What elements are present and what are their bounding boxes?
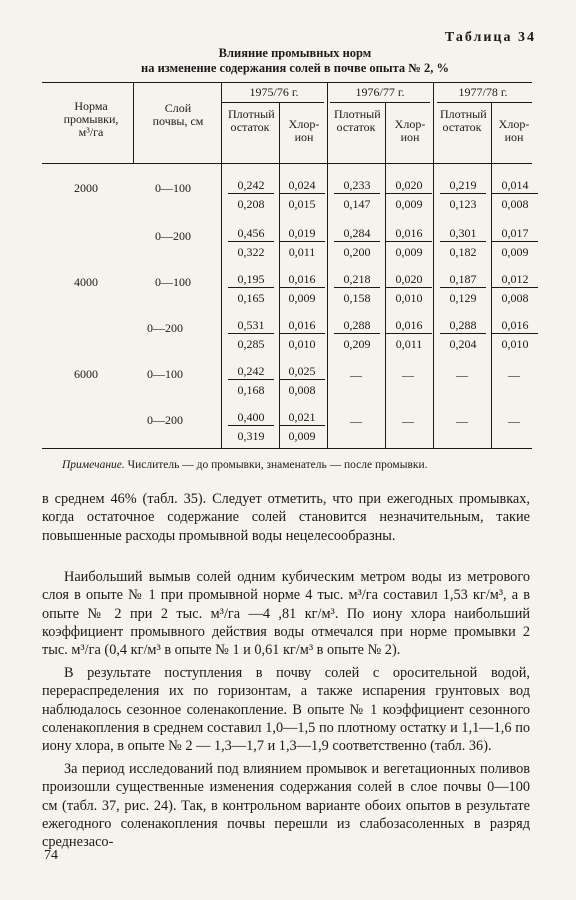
table-note — [62, 459, 428, 471]
empty-cell: — — [350, 414, 362, 428]
numerator: 0,021 — [279, 410, 325, 426]
denominator: 0,319 — [237, 429, 265, 443]
value-cell — [228, 272, 274, 305]
denominator: 0,009 — [395, 245, 423, 259]
value-cell — [228, 178, 274, 211]
numerator: 0,284 — [334, 226, 380, 242]
header-dense-2: Плотный остаток — [334, 107, 381, 134]
value-cell — [440, 318, 486, 351]
value-cell — [279, 178, 325, 211]
denominator: 0,008 — [288, 383, 316, 397]
denominator: 0,129 — [449, 291, 477, 305]
numerator: 0,016 — [279, 272, 325, 288]
denominator: 0,008 — [501, 291, 529, 305]
header-year-3: 1977/78 г. — [458, 85, 508, 99]
numerator: 0,195 — [228, 272, 274, 288]
denominator: 0,008 — [501, 197, 529, 211]
numerator: 0,242 — [228, 364, 274, 380]
paragraph-1: в среднем 46% (табл. 35). Следует отметить, что при ежегодных промывках, когда остаточное содержание солей становится незначительным, такие повышенные расходы промывной воды нецелесообразны. — [42, 491, 530, 544]
numerator: 0,531 — [228, 318, 274, 334]
header-norm: Норма промывки, м³/га — [63, 99, 119, 139]
numerator: 0,288 — [440, 318, 486, 334]
table-label: Таблица 34 — [444, 30, 536, 45]
denominator: 0,011 — [395, 337, 423, 351]
numerator: 0,219 — [440, 178, 486, 194]
paragraph-4: За период исследований под влиянием промывок и вегетационных поливов произошли существенные изменения содержания солей в слое почвы 0—100 см (табл. 37, рис. 24). Так, в контрольном варианте обоих опытов в результате ежегодного соленакопления почвы перешли из слабозасоленных в разряд среднезасо- — [42, 761, 530, 851]
value-cell — [228, 364, 274, 397]
denominator: 0,208 — [237, 197, 265, 211]
value-cell — [279, 318, 325, 351]
denominator: 0,009 — [501, 245, 529, 259]
denominator: 0,011 — [288, 245, 316, 259]
table-title — [60, 46, 530, 76]
denominator: 0,285 — [237, 337, 265, 351]
layer-cell: 0—100 — [147, 367, 183, 381]
year-underline-1 — [222, 102, 324, 103]
denominator: 0,322 — [237, 245, 265, 259]
header-layer: Слой почвы, см — [152, 101, 204, 128]
numerator: 0,233 — [334, 178, 380, 194]
layer-cell: 0—200 — [147, 413, 183, 427]
layer-cell: 0—200 — [147, 321, 183, 335]
numerator: 0,400 — [228, 410, 274, 426]
value-cell — [492, 178, 538, 211]
value-cell — [228, 318, 274, 351]
page-number: 74 — [44, 848, 58, 863]
numerator: 0,242 — [228, 178, 274, 194]
header-chlorine-1: Хлор-ион — [288, 117, 320, 144]
empty-cell: — — [402, 368, 414, 382]
denominator: 0,009 — [395, 197, 423, 211]
divider-layer-data — [221, 83, 222, 448]
empty-cell: — — [508, 368, 520, 382]
denominator: 0,010 — [501, 337, 529, 351]
numerator: 0,187 — [440, 272, 486, 288]
header-year-1: 1975/76 г. — [249, 85, 299, 99]
value-cell — [228, 410, 274, 443]
note-label: Примечание. — [62, 459, 125, 471]
header-dense-1: Плотный остаток — [228, 107, 275, 134]
value-cell — [279, 410, 325, 443]
divider-norm-layer — [133, 83, 134, 163]
table-title-line1: Влияние промывных норм — [218, 46, 372, 60]
value-cell — [279, 226, 325, 259]
header-chlorine-3: Хлор-ион — [498, 117, 530, 144]
value-cell — [334, 318, 380, 351]
table-title-line2: на изменение содержания солей в почве опыта № 2, % — [141, 61, 449, 75]
paragraph-2: Наибольший вымыв солей одним кубическим метром воды из метрового слоя в опыте № 1 при промывной норме 4 тыс. м³/га составил 1,53 кг/м³, а в опыте № 2 при 2 тыс. м³/га —4 ,81 кг/м³. По иону хлора наибольший коэффициент промывного действия воды отмечался при норме промывки 2 тыс. м³/га (0,4 кг/м³ в опыте № 1 и 0,61 кг/м³ в опыте № 2). — [42, 569, 530, 659]
numerator: 0,012 — [492, 272, 538, 288]
denominator: 0,123 — [449, 197, 477, 211]
header-chlorine-2: Хлор-ион — [394, 117, 426, 144]
denominator: 0,182 — [449, 245, 477, 259]
numerator: 0,288 — [334, 318, 380, 334]
divider-year-2-3 — [433, 83, 434, 448]
value-cell — [440, 272, 486, 305]
layer-cell: 0—100 — [155, 275, 191, 289]
numerator: 0,020 — [386, 272, 432, 288]
denominator: 0,009 — [288, 429, 316, 443]
header-dense-3: Плотный остаток — [440, 107, 487, 134]
norm-cell: 2000 — [74, 181, 98, 195]
year-underline-2 — [330, 102, 430, 103]
layer-cell: 0—100 — [155, 181, 191, 195]
denominator: 0,158 — [343, 291, 371, 305]
norm-cell: 6000 — [74, 367, 98, 381]
numerator: 0,301 — [440, 226, 486, 242]
numerator: 0,017 — [492, 226, 538, 242]
empty-cell: — — [456, 368, 468, 382]
empty-cell: — — [508, 414, 520, 428]
note-text: Числитель — до промывки, знаменатель — после промывки. — [124, 459, 428, 471]
numerator: 0,016 — [492, 318, 538, 334]
empty-cell: — — [456, 414, 468, 428]
numerator: 0,016 — [386, 318, 432, 334]
value-cell — [386, 272, 432, 305]
value-cell — [334, 178, 380, 211]
value-cell — [279, 272, 325, 305]
numerator: 0,016 — [386, 226, 432, 242]
denominator: 0,209 — [343, 337, 371, 351]
value-cell — [386, 226, 432, 259]
denominator: 0,165 — [237, 291, 265, 305]
numerator: 0,218 — [334, 272, 380, 288]
table-top-rule — [42, 82, 532, 83]
value-cell — [386, 178, 432, 211]
table-bottom-rule — [42, 448, 532, 449]
numerator: 0,014 — [492, 178, 538, 194]
value-cell — [279, 364, 325, 397]
value-cell — [228, 226, 274, 259]
denominator: 0,168 — [237, 383, 265, 397]
divider-year-1-2 — [327, 83, 328, 448]
value-cell — [492, 318, 538, 351]
value-cell — [440, 178, 486, 211]
denominator: 0,015 — [288, 197, 316, 211]
numerator: 0,024 — [279, 178, 325, 194]
layer-cell: 0—200 — [155, 229, 191, 243]
numerator: 0,456 — [228, 226, 274, 242]
denominator: 0,147 — [343, 197, 371, 211]
denominator: 0,200 — [343, 245, 371, 259]
numerator: 0,025 — [279, 364, 325, 380]
norm-cell: 4000 — [74, 275, 98, 289]
header-bottom-rule — [42, 163, 532, 164]
header-year-2: 1976/77 г. — [355, 85, 405, 99]
value-cell — [440, 226, 486, 259]
denominator: 0,009 — [288, 291, 316, 305]
value-cell — [492, 272, 538, 305]
denominator: 0,010 — [395, 291, 423, 305]
numerator: 0,016 — [279, 318, 325, 334]
empty-cell: — — [402, 414, 414, 428]
value-cell — [334, 226, 380, 259]
empty-cell: — — [350, 368, 362, 382]
paragraph-3: В результате поступления в почву солей с оросительной водой, перераспределения их по горизонтам, а также испарения грунтовых вод наблюдалось сезонное соленакопление. В опыте № 1 коэффициент сезонного соленакопления в среднем составил 1,0—1,5 по плотному остатку и 1,1—1,6 по иону хлора, в опыте № 2 — 1,3—1,7 и 1,3—1,9 соответственно (табл. 36). — [42, 665, 530, 755]
numerator: 0,020 — [386, 178, 432, 194]
denominator: 0,010 — [288, 337, 316, 351]
denominator: 0,204 — [449, 337, 477, 351]
year-underline-3 — [437, 102, 532, 103]
numerator: 0,019 — [279, 226, 325, 242]
value-cell — [492, 226, 538, 259]
value-cell — [334, 272, 380, 305]
value-cell — [386, 318, 432, 351]
